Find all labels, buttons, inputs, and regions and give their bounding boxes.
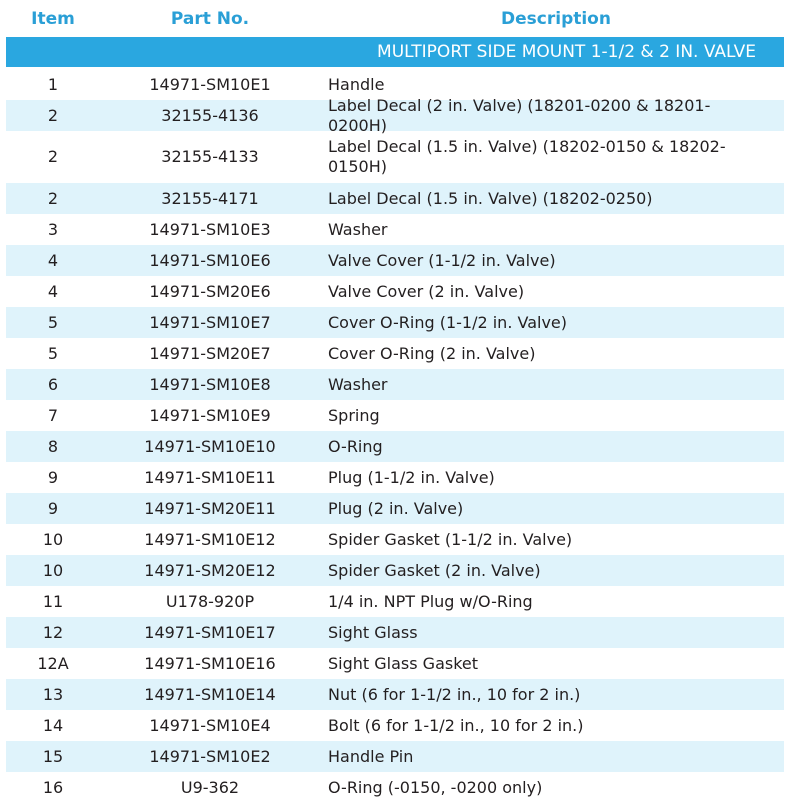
table-row — [6, 131, 784, 183]
table-row — [6, 524, 784, 555]
part-no-cell: U178-920P — [165, 591, 255, 611]
item-cell: 4 — [47, 250, 59, 270]
description-cell: Valve Cover (2 in. Valve) — [328, 281, 525, 301]
table-row — [6, 338, 784, 369]
item-cell: 6 — [47, 374, 59, 394]
item-cell: 10 — [42, 529, 64, 549]
description-cell: Valve Cover (1-1/2 in. Valve) — [328, 250, 556, 270]
description-cell: Nut (6 for 1-1/2 in., 10 for 2 in.) — [328, 684, 581, 704]
header-part-no: Part No. — [170, 8, 250, 29]
item-cell: 5 — [47, 343, 59, 363]
table-row — [6, 400, 784, 431]
item-cell: 4 — [47, 281, 59, 301]
item-cell: 12A — [37, 653, 69, 673]
item-cell: 3 — [47, 219, 59, 239]
table-row — [6, 586, 784, 617]
table-row — [6, 679, 784, 710]
part-no-cell: 14971-SM20E12 — [144, 560, 276, 580]
table-row — [6, 183, 784, 214]
description-cell: Spider Gasket (2 in. Valve) — [328, 560, 541, 580]
table-row — [6, 617, 784, 648]
description-cell: 1/4 in. NPT Plug w/O-Ring — [328, 591, 533, 611]
part-no-cell: 14971-SM10E11 — [144, 467, 276, 487]
table-row — [6, 648, 784, 679]
table-row — [6, 555, 784, 586]
description-cell: Label Decal (1.5 in. Valve) (18202-0150 & 18202-0150H) — [328, 137, 726, 176]
description-cell: Bolt (6 for 1-1/2 in., 10 for 2 in.) — [328, 715, 584, 735]
part-no-cell: 14971-SM10E14 — [144, 684, 276, 704]
section-title: MULTIPORT SIDE MOUNT 1-1/2 & 2 IN. VALVE — [377, 42, 756, 62]
parts-table — [6, 0, 784, 803]
description-cell: Spring — [328, 405, 380, 425]
part-no-cell: 14971-SM20E6 — [149, 281, 271, 301]
section-bar — [6, 37, 784, 67]
description-cell: Plug (2 in. Valve) — [328, 498, 464, 518]
item-cell: 10 — [42, 560, 64, 580]
header-description: Description — [501, 8, 611, 29]
description-cell: Sight Glass — [328, 622, 418, 642]
table-row — [6, 276, 784, 307]
part-no-cell: 14971-SM20E11 — [144, 498, 276, 518]
table-row — [6, 462, 784, 493]
item-cell: 5 — [47, 312, 59, 332]
item-cell: 8 — [47, 436, 59, 456]
description-cell: Handle — [328, 74, 385, 94]
description-cell: O-Ring (-0150, -0200 only) — [328, 777, 543, 797]
table-row — [6, 493, 784, 524]
item-cell: 16 — [42, 777, 64, 797]
description-cell: Label Decal (2 in. Valve) (18201-0200 & 18201-0200H) — [328, 95, 711, 135]
description-cell: Cover O-Ring (1-1/2 in. Valve) — [328, 312, 567, 332]
part-no-cell: 14971-SM10E3 — [149, 219, 271, 239]
item-cell: 9 — [47, 467, 59, 487]
table-row — [6, 772, 784, 803]
header-item: Item — [31, 8, 75, 29]
item-cell: 11 — [42, 591, 64, 611]
description-cell: Washer — [328, 374, 388, 394]
part-no-cell: 14971-SM10E8 — [149, 374, 271, 394]
description-cell: Plug (1-1/2 in. Valve) — [328, 467, 495, 487]
table-body — [6, 69, 784, 803]
part-no-cell: 14971-SM10E4 — [149, 715, 271, 735]
item-cell: 13 — [42, 684, 64, 704]
item-cell: 12 — [42, 622, 64, 642]
description-cell: Spider Gasket (1-1/2 in. Valve) — [328, 529, 573, 549]
part-no-cell: U9-362 — [180, 777, 240, 797]
table-row — [6, 214, 784, 245]
item-cell: 14 — [42, 715, 64, 735]
table-header — [6, 0, 784, 37]
item-cell: 15 — [42, 746, 64, 766]
item-cell: 2 — [47, 188, 59, 208]
part-no-cell: 14971-SM10E1 — [149, 74, 271, 94]
part-no-cell: 32155-4136 — [161, 105, 259, 125]
table-row — [6, 307, 784, 338]
part-no-cell: 14971-SM10E10 — [144, 436, 276, 456]
description-cell: O-Ring — [328, 436, 383, 456]
item-cell: 7 — [47, 405, 59, 425]
table-row — [6, 95, 784, 135]
description-cell: Washer — [328, 219, 388, 239]
part-no-cell: 14971-SM10E2 — [149, 746, 271, 766]
table-row — [6, 245, 784, 276]
part-no-cell: 32155-4133 — [161, 147, 259, 166]
table-row — [6, 431, 784, 462]
part-no-cell: 14971-SM20E7 — [149, 343, 271, 363]
item-cell: 9 — [47, 498, 59, 518]
part-no-cell: 14971-SM10E12 — [144, 529, 276, 549]
description-cell: Handle Pin — [328, 746, 414, 766]
part-no-cell: 32155-4171 — [161, 188, 259, 208]
item-cell: 2 — [47, 105, 59, 125]
table-row — [6, 710, 784, 741]
table-row — [6, 741, 784, 772]
part-no-cell: 14971-SM10E7 — [149, 312, 271, 332]
item-cell: 2 — [47, 147, 59, 166]
part-no-cell: 14971-SM10E9 — [149, 405, 271, 425]
description-cell: Sight Glass Gasket — [328, 653, 479, 673]
description-cell: Cover O-Ring (2 in. Valve) — [328, 343, 536, 363]
part-no-cell: 14971-SM10E17 — [144, 622, 276, 642]
description-cell: Label Decal (1.5 in. Valve) (18202-0250) — [328, 188, 653, 208]
part-no-cell: 14971-SM10E16 — [144, 653, 276, 673]
part-no-cell: 14971-SM10E6 — [149, 250, 271, 270]
item-cell: 1 — [47, 74, 59, 94]
table-row — [6, 369, 784, 400]
